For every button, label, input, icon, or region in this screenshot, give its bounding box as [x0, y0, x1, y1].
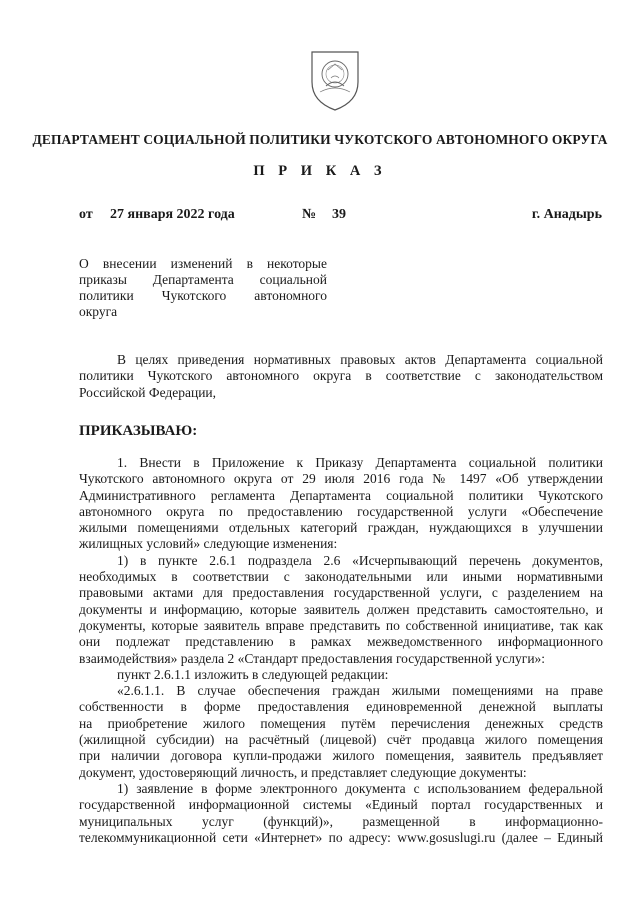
text-line: документ, удостоверяющий личность, и представляет следующие документы:	[79, 764, 527, 780]
order-date: 27 января 2022 года	[110, 207, 235, 222]
text-line: «2.6.1.1. В случае обеспечения граждан жилыми помещениями на праве	[117, 683, 603, 699]
text-line: жилищных условий» следующие изменения:	[79, 536, 338, 552]
order-number-label: №	[302, 207, 317, 222]
text-line: муниципальных услуг (функций)», размещенной в информационно-	[79, 813, 603, 829]
order-number: 39	[332, 207, 346, 222]
subject-line: округа	[79, 304, 118, 319]
text-line: В целях приведения нормативных правовых актов Департамента социальной	[117, 352, 603, 367]
text-line: 1) в пункте 2.6.1 подраздела 2.6 «Исчерпывающий перечень документов,	[117, 552, 603, 568]
text-line: телекоммуникационной сети «Интернет» по адресу: www.gosuslugi.ru (далее – Единый	[79, 829, 603, 845]
text-line: пункт 2.6.1.1 изложить в следующей редакции:	[117, 666, 389, 682]
order-directive-heading: ПРИКАЗЫВАЮ:	[79, 423, 198, 439]
text-line: собственности в форме предоставления единовременной денежной выплаты	[79, 699, 603, 715]
subject-line: О внесении изменений в некоторые	[79, 256, 327, 271]
department-title: ДЕПАРТАМЕНТ СОЦИАЛЬНОЙ ПОЛИТИКИ ЧУКОТСКОГО АВТОНОМНОГО ОКРУГА	[32, 132, 608, 147]
order-subject	[79, 256, 327, 320]
text-line: 1) заявление в форме электронного документа с использованием федеральной	[117, 780, 603, 796]
text-line: документы, которые заявитель вправе представить по собственной инициативе, так как	[79, 617, 603, 633]
text-line: на приобретение жилого помещения путём перечисления денежных средств	[79, 715, 603, 731]
text-line: автономного округа по предоставлению государственной услуги «Обеспечение	[79, 503, 603, 519]
order-body	[79, 455, 603, 846]
text-line: при наличии договора купли-продажи жилого помещения, заявитель предъявляет	[79, 748, 603, 764]
text-line: Чукотского автономного округа от 29 июля 2016 года № 1497 «Об утверждении	[79, 471, 603, 487]
order-city: г. Анадырь	[531, 207, 602, 222]
subject-line: политики Чукотского автономного	[79, 288, 327, 303]
text-line: жилыми помещениями отдельных категорий граждан, нуждающихся в улучшении	[79, 520, 603, 536]
document-type-title: П Р И К А З	[253, 163, 387, 179]
text-line: взаимодействия» раздела 2 «Стандарт предоставления государственной услуги»:	[79, 650, 546, 666]
preamble-paragraph	[79, 352, 603, 401]
text-line: они подлежат представлению в рамках межведомственного информационного	[79, 634, 603, 650]
text-line: необходимых в соответствии с законодательными или иными нормативными	[79, 569, 603, 585]
subject-line: приказы Департамента социальной	[79, 272, 327, 287]
text-line: Российской Федерации,	[79, 384, 217, 400]
text-line: документы и информацию, которые заявитель должен представить самостоятельно, и	[79, 601, 603, 617]
coat-of-arms-emblem	[306, 48, 364, 112]
text-line: Административного регламента Департамента социальной политики Чукотского	[79, 487, 603, 503]
text-line: государственной информационной системы «Единый портал государственных и	[79, 797, 603, 813]
text-line: 1. Внести в Приложение к Приказу Департамента социальной политики	[117, 455, 603, 470]
text-line: политики Чукотского автономного округа в соответствие с законодательством	[79, 368, 603, 384]
text-line: (жилищной субсидии) на расчётный (лицевой) счёт продавца жилого помещения	[79, 732, 603, 748]
text-line: правовыми актами для предоставления государственной услуги, с разделением на	[79, 585, 603, 601]
date-prefix: от	[79, 207, 93, 222]
